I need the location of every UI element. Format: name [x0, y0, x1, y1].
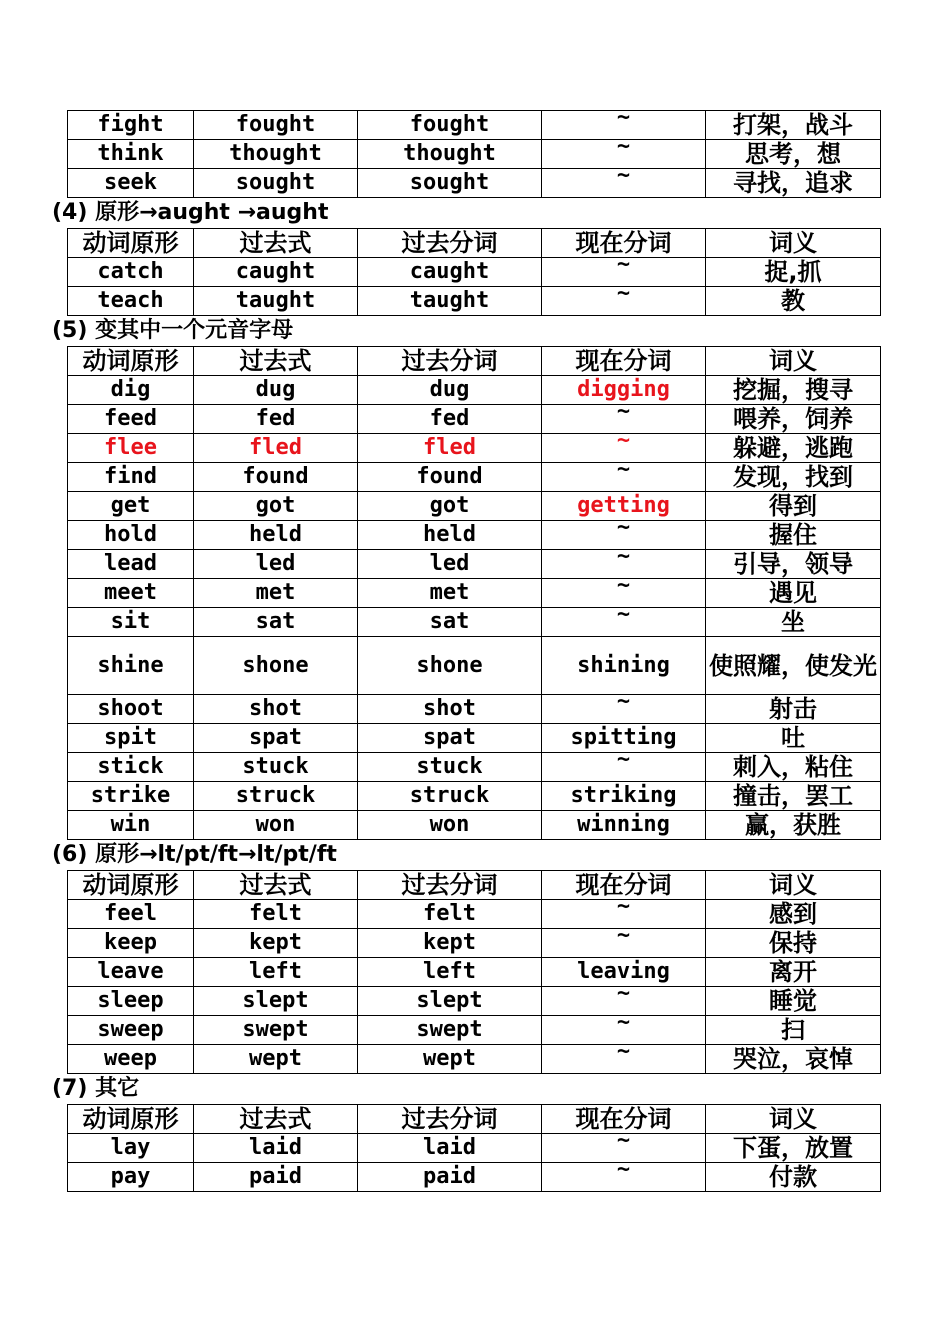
cell-past: slept	[194, 987, 358, 1016]
section-title: (6) 原形→lt/pt/ft→lt/pt/ft	[52, 842, 337, 867]
cell-past-participle: met	[358, 579, 542, 608]
cell-base: sleep	[68, 987, 194, 1016]
cell-past: taught	[194, 287, 358, 316]
cell-base: strike	[68, 782, 194, 811]
table-row	[68, 376, 881, 405]
cell-base: meet	[68, 579, 194, 608]
cell-past-participle: kept	[358, 929, 542, 958]
cell-meaning: 得到	[706, 492, 881, 521]
cell-past-participle: spat	[358, 724, 542, 753]
table-row	[68, 463, 881, 492]
cell-base: keep	[68, 929, 194, 958]
cell-present-participle: ~	[542, 1016, 706, 1045]
cell-present-participle: spitting	[542, 724, 706, 753]
cell-present-participle: ~	[542, 579, 706, 608]
table-row	[68, 521, 881, 550]
header-present-participle: 现在分词	[542, 871, 706, 900]
cell-past-participle: thought	[358, 140, 542, 169]
cell-base: sit	[68, 608, 194, 637]
cell-past-participle: paid	[358, 1163, 542, 1192]
cell-past-participle: caught	[358, 258, 542, 287]
cell-past: led	[194, 550, 358, 579]
table-row	[68, 169, 881, 198]
cell-meaning: 打架，战斗	[706, 111, 881, 140]
cell-meaning: 撞击，罢工	[706, 782, 881, 811]
cell-past: met	[194, 579, 358, 608]
table-row	[68, 111, 881, 140]
header-base: 动词原形	[68, 347, 194, 376]
header-base: 动词原形	[68, 871, 194, 900]
cell-base: lay	[68, 1134, 194, 1163]
cell-past: wept	[194, 1045, 358, 1074]
cell-past: won	[194, 811, 358, 840]
header-past: 过去式	[194, 1105, 358, 1134]
cell-past-participle: fled	[358, 434, 542, 463]
cell-base: find	[68, 463, 194, 492]
verb-table	[67, 870, 881, 1074]
cell-present-participle: digging	[542, 376, 706, 405]
cell-meaning: 躲避，逃跑	[706, 434, 881, 463]
cell-present-participle: winning	[542, 811, 706, 840]
cell-present-participle: ~	[542, 463, 706, 492]
cell-meaning: 思考，想	[706, 140, 881, 169]
table-row	[68, 1163, 881, 1192]
cell-base: win	[68, 811, 194, 840]
cell-past: struck	[194, 782, 358, 811]
cell-past: fed	[194, 405, 358, 434]
cell-base: leave	[68, 958, 194, 987]
cell-past-participle: dug	[358, 376, 542, 405]
cell-present-participle: ~	[542, 900, 706, 929]
table-row	[68, 724, 881, 753]
cell-past: sat	[194, 608, 358, 637]
header-base: 动词原形	[68, 1105, 194, 1134]
table-row	[68, 287, 881, 316]
cell-base: catch	[68, 258, 194, 287]
cell-past-participle: taught	[358, 287, 542, 316]
cell-past: felt	[194, 900, 358, 929]
cell-base: teach	[68, 287, 194, 316]
cell-base: get	[68, 492, 194, 521]
cell-present-participle: ~	[542, 434, 706, 463]
cell-past: fought	[194, 111, 358, 140]
cell-meaning: 捉,抓	[706, 258, 881, 287]
cell-past-participle: stuck	[358, 753, 542, 782]
cell-present-participle: ~	[542, 1045, 706, 1074]
verb-table	[67, 346, 881, 840]
cell-past: paid	[194, 1163, 358, 1192]
cell-meaning: 喂养，饲养	[706, 405, 881, 434]
cell-past: sought	[194, 169, 358, 198]
cell-base: lead	[68, 550, 194, 579]
verb-table	[67, 1104, 881, 1192]
cell-past: left	[194, 958, 358, 987]
cell-past: held	[194, 521, 358, 550]
cell-past-participle: swept	[358, 1016, 542, 1045]
table-row	[68, 637, 881, 695]
cell-meaning: 遇见	[706, 579, 881, 608]
header-past-participle: 过去分词	[358, 229, 542, 258]
cell-past: kept	[194, 929, 358, 958]
section-title: (7) 其它	[52, 1076, 140, 1101]
cell-base: spit	[68, 724, 194, 753]
cell-past-participle: led	[358, 550, 542, 579]
cell-base: pay	[68, 1163, 194, 1192]
cell-meaning: 寻找，追求	[706, 169, 881, 198]
cell-base: fight	[68, 111, 194, 140]
cell-present-participle: ~	[542, 169, 706, 198]
table-row	[68, 782, 881, 811]
header-meaning: 词义	[706, 229, 881, 258]
table-header-row	[68, 1105, 881, 1134]
cell-base: stick	[68, 753, 194, 782]
cell-meaning: 坐	[706, 608, 881, 637]
cell-base: think	[68, 140, 194, 169]
cell-present-participle: striking	[542, 782, 706, 811]
table-header-row	[68, 347, 881, 376]
cell-past-participle: slept	[358, 987, 542, 1016]
cell-present-participle: ~	[542, 695, 706, 724]
cell-past-participle: felt	[358, 900, 542, 929]
table-row	[68, 1045, 881, 1074]
cell-base: feed	[68, 405, 194, 434]
cell-past: spat	[194, 724, 358, 753]
header-past: 过去式	[194, 871, 358, 900]
table-row	[68, 1134, 881, 1163]
cell-meaning: 教	[706, 287, 881, 316]
cell-present-participle: ~	[542, 608, 706, 637]
table-row	[68, 550, 881, 579]
cell-present-participle: shining	[542, 637, 706, 695]
cell-past: swept	[194, 1016, 358, 1045]
cell-past: caught	[194, 258, 358, 287]
cell-meaning: 使照耀，使发光	[706, 637, 881, 695]
header-past: 过去式	[194, 229, 358, 258]
table-row	[68, 958, 881, 987]
cell-base: feel	[68, 900, 194, 929]
cell-past: dug	[194, 376, 358, 405]
cell-meaning: 射击	[706, 695, 881, 724]
header-present-participle: 现在分词	[542, 347, 706, 376]
table-row	[68, 140, 881, 169]
table-header-row	[68, 229, 881, 258]
cell-meaning: 保持	[706, 929, 881, 958]
cell-meaning: 刺入，粘住	[706, 753, 881, 782]
cell-meaning: 引导，领导	[706, 550, 881, 579]
cell-base: shine	[68, 637, 194, 695]
cell-present-participle: ~	[542, 929, 706, 958]
cell-past-participle: laid	[358, 1134, 542, 1163]
cell-past-participle: got	[358, 492, 542, 521]
cell-past: shone	[194, 637, 358, 695]
cell-meaning: 挖掘，搜寻	[706, 376, 881, 405]
cell-present-participle: leaving	[542, 958, 706, 987]
cell-present-participle: ~	[542, 1134, 706, 1163]
cell-past-participle: found	[358, 463, 542, 492]
table-row	[68, 900, 881, 929]
table-row	[68, 405, 881, 434]
header-present-participle: 现在分词	[542, 229, 706, 258]
header-past-participle: 过去分词	[358, 347, 542, 376]
cell-base: flee	[68, 434, 194, 463]
cell-past-participle: sought	[358, 169, 542, 198]
cell-meaning: 握住	[706, 521, 881, 550]
cell-present-participle: ~	[542, 258, 706, 287]
header-meaning: 词义	[706, 871, 881, 900]
section-title: (4) 原形→aught →aught	[52, 200, 329, 225]
section-title: (5) 变其中一个元音字母	[52, 318, 294, 343]
cell-meaning: 下蛋，放置	[706, 1134, 881, 1163]
cell-past-participle: shot	[358, 695, 542, 724]
cell-present-participle: ~	[542, 753, 706, 782]
cell-meaning: 扫	[706, 1016, 881, 1045]
document-page	[0, 110, 950, 1192]
cell-meaning: 睡觉	[706, 987, 881, 1016]
cell-present-participle: ~	[542, 140, 706, 169]
table-row	[68, 492, 881, 521]
cell-past-participle: wept	[358, 1045, 542, 1074]
cell-meaning: 感到	[706, 900, 881, 929]
cell-meaning: 发现，找到	[706, 463, 881, 492]
cell-base: shoot	[68, 695, 194, 724]
cell-past-participle: left	[358, 958, 542, 987]
cell-meaning: 付款	[706, 1163, 881, 1192]
table-header-row	[68, 871, 881, 900]
header-meaning: 词义	[706, 1105, 881, 1134]
cell-present-participle: getting	[542, 492, 706, 521]
cell-past-participle: sat	[358, 608, 542, 637]
cell-past-participle: held	[358, 521, 542, 550]
table-row	[68, 608, 881, 637]
cell-past: found	[194, 463, 358, 492]
cell-base: sweep	[68, 1016, 194, 1045]
cell-present-participle: ~	[542, 521, 706, 550]
cell-present-participle: ~	[542, 405, 706, 434]
header-past-participle: 过去分词	[358, 1105, 542, 1134]
cell-past: fled	[194, 434, 358, 463]
table-row	[68, 753, 881, 782]
header-meaning: 词义	[706, 347, 881, 376]
cell-past-participle: struck	[358, 782, 542, 811]
table-row	[68, 987, 881, 1016]
cell-present-participle: ~	[542, 550, 706, 579]
cell-meaning: 哭泣，哀悼	[706, 1045, 881, 1074]
header-past: 过去式	[194, 347, 358, 376]
cell-present-participle: ~	[542, 987, 706, 1016]
verb-table	[67, 228, 881, 316]
table-row	[68, 1016, 881, 1045]
table-row	[68, 579, 881, 608]
cell-past: thought	[194, 140, 358, 169]
cell-meaning: 赢，获胜	[706, 811, 881, 840]
cell-base: weep	[68, 1045, 194, 1074]
table-row	[68, 811, 881, 840]
cell-past: laid	[194, 1134, 358, 1163]
table-row	[68, 929, 881, 958]
cell-meaning: 离开	[706, 958, 881, 987]
table-row	[68, 695, 881, 724]
cell-base: seek	[68, 169, 194, 198]
cell-past-participle: fed	[358, 405, 542, 434]
verb-table	[67, 110, 881, 198]
cell-present-participle: ~	[542, 111, 706, 140]
cell-past: stuck	[194, 753, 358, 782]
cell-past: got	[194, 492, 358, 521]
cell-base: dig	[68, 376, 194, 405]
cell-past-participle: won	[358, 811, 542, 840]
cell-present-participle: ~	[542, 287, 706, 316]
cell-base: hold	[68, 521, 194, 550]
table-row	[68, 434, 881, 463]
header-past-participle: 过去分词	[358, 871, 542, 900]
cell-past: shot	[194, 695, 358, 724]
cell-past-participle: fought	[358, 111, 542, 140]
table-row	[68, 258, 881, 287]
cell-past-participle: shone	[358, 637, 542, 695]
cell-present-participle: ~	[542, 1163, 706, 1192]
header-present-participle: 现在分词	[542, 1105, 706, 1134]
cell-meaning: 吐	[706, 724, 881, 753]
header-base: 动词原形	[68, 229, 194, 258]
